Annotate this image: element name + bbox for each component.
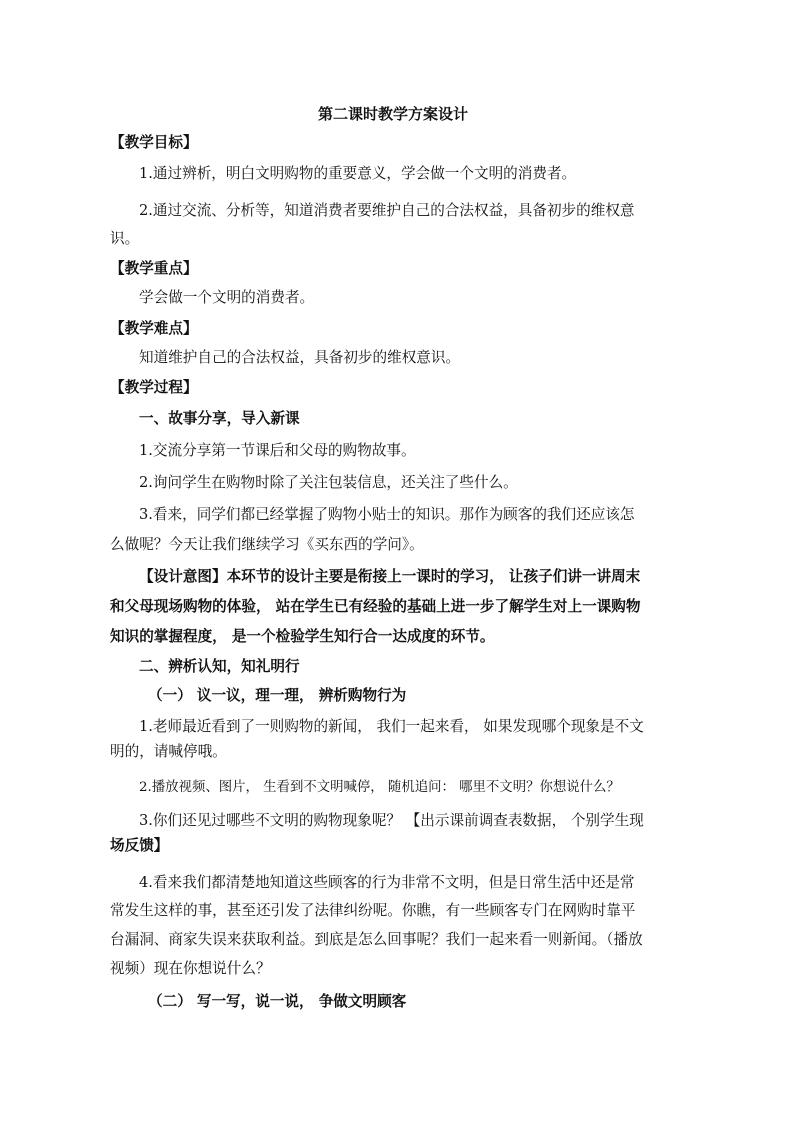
sub1-item-1-line-1: 1.老师最近看到了一则购物的新闻， 我们一起来看， 如果发现哪个现象是不文 [139, 718, 644, 735]
document-title: 第二课时教学方案设计 [318, 105, 469, 123]
sub1-item-2: 2.播放视频、图片， 生看到不文明喊停， 随机追问： 哪里不文明？你想说什么？ [139, 780, 620, 795]
sub1-heading: （一） 议一议，理一理， 辨析购物行为 [148, 687, 407, 704]
key-point: 学会做一个文明的消费者。 [139, 289, 315, 306]
part1-item-3-line-1: 3.看来，同学们都已经掌握了购物小贴士的知识。那作为顾客的我们还应该怎 [139, 506, 635, 523]
difficulty-text: 知道维护自己的合法权益，具备初步的维权意识。 [139, 349, 461, 366]
sub1-item-4-line-3: 台漏洞、商家失误来获取利益。到底是怎么回事呢？我们一起来看一则新闻。（播放 [110, 931, 643, 948]
part2-heading: 二、辨析认知，知礼明行 [139, 658, 300, 675]
sub1-item-3-line-1: 3.你们还见过哪些不文明的购物现象呢？ 【出示课前调查表数据， 个别学生现 [139, 812, 644, 829]
part1-item-2: 2.询问学生在购物时除了关注包装信息，还关注了些什么。 [139, 474, 518, 491]
difficulty-heading: 【教学难点】 [110, 320, 198, 337]
part1-item-1: 1.交流分享第一节课后和父母的购物故事。 [139, 442, 416, 459]
process-heading: 【教学过程】 [110, 379, 198, 396]
sub1-item-4-line-2: 常发生这样的事，甚至还引发了法律纠纷呢。你瞧，有一些顾客专门在网购时靠平 [110, 902, 636, 919]
design-intent-line-3: 知识的掌握程度， 是一个检验学生知行合一达成度的环节。 [110, 628, 495, 645]
design-intent-line-1: 【设计意图】本环节的设计主要是衔接上一课时的学习， 让孩子们讲一讲周末 [139, 568, 641, 585]
part1-item-3-line-2: 么做呢？今天让我们继续学习《买东西的学问》。 [110, 536, 424, 553]
sub1-item-4-line-1: 4.看来我们都清楚地知道这些顾客的行为非常不文明，但是日常生活中还是常 [139, 874, 635, 891]
objective-1: 1.通过辨析，明白文明购物的重要意义，学会做一个文明的消费者。 [139, 165, 577, 182]
objective-2-line-1: 2.通过交流、分析等，知道消费者要维护自己的合法权益，具备初步的维权意 [139, 202, 635, 219]
part1-heading: 一、故事分享，导入新课 [139, 410, 300, 427]
sub1-item-3-line-2: 场反馈】 [110, 837, 169, 854]
sub2-heading: （二） 写一写，说一说， 争做文明顾客 [148, 993, 407, 1010]
objective-2-line-2: 识。 [110, 230, 140, 247]
key-heading: 【教学重点】 [110, 260, 198, 277]
objectives-heading: 【教学目标】 [110, 134, 198, 151]
design-intent-line-2: 和父母现场购物的体验， 站在学生已有经验的基础上进一步了解学生对上一课购物 [110, 598, 641, 615]
sub1-item-1-line-2: 明的，请喊停哦。 [110, 743, 227, 760]
sub1-item-4-line-4: 视频）现在你想说什么？ [110, 960, 271, 977]
